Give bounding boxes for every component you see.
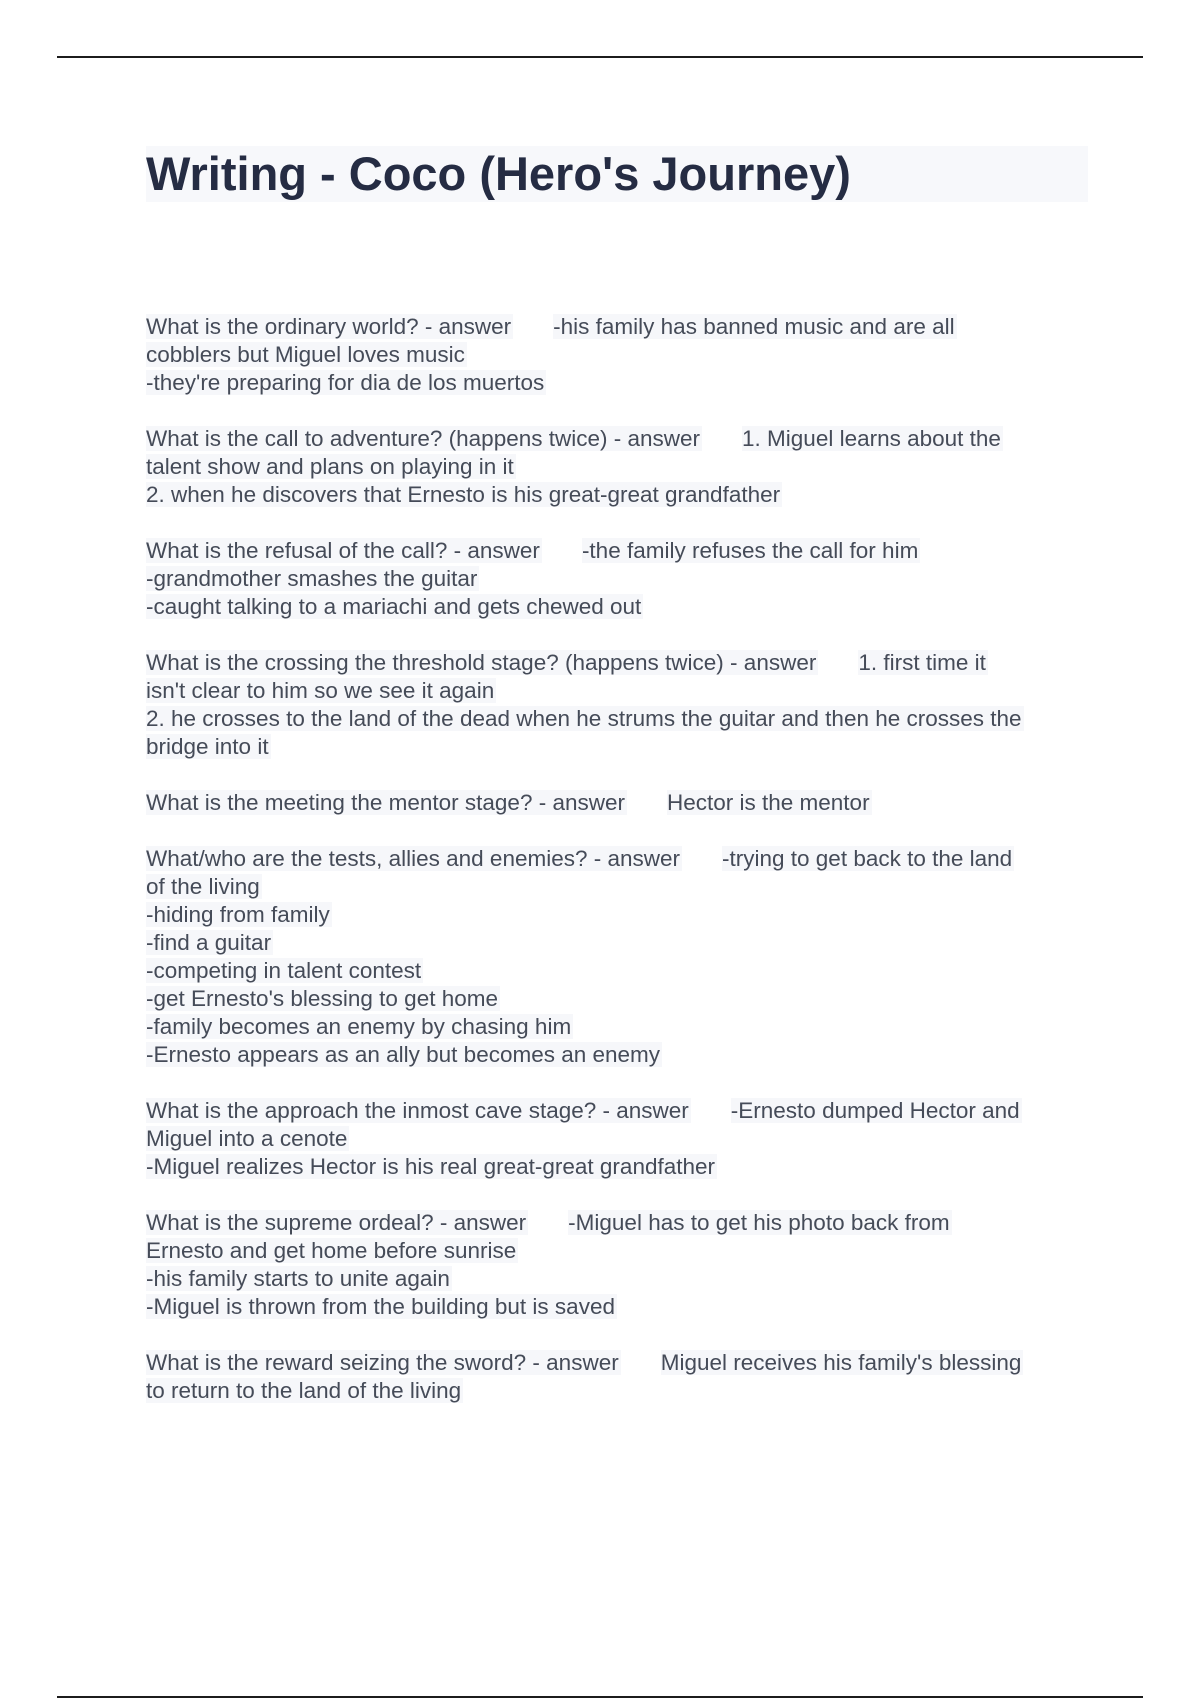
qa-first-line	[146, 1349, 1088, 1377]
answer-line-text: isn't clear to him so we see it again	[146, 678, 495, 703]
answer-line	[146, 705, 1088, 733]
question-text: What is the ordinary world? - answer	[146, 314, 512, 339]
answer-text: 1. first time it	[858, 650, 986, 675]
answer-line-text: -grandmother smashes the guitar	[146, 566, 478, 591]
answer-line-text: 2. he crosses to the land of the dead when he strums the guitar and then he crosses the	[146, 706, 1022, 731]
answer-line-text: Miguel into a cenote	[146, 1126, 348, 1151]
answer-line	[146, 1265, 1088, 1293]
answer-line-text: -caught talking to a mariachi and gets chewed out	[146, 594, 642, 619]
answer-text: Hector is the mentor	[666, 790, 870, 815]
answer-line	[146, 733, 1088, 761]
answer-line	[146, 481, 1088, 509]
answer-line-text: Ernesto and get home before sunrise	[146, 1238, 517, 1263]
qa-item	[146, 425, 1088, 509]
answer-line-text: -family becomes an enemy by chasing him	[146, 1014, 572, 1039]
qa-item	[146, 1209, 1088, 1321]
qa-first-line	[146, 425, 1088, 453]
answer-line	[146, 901, 1088, 929]
question-text: What is the call to adventure? (happens twice) - answer	[146, 426, 701, 451]
answer-line-text: -find a guitar	[146, 930, 272, 955]
page-title: Writing - Coco (Hero's Journey)	[146, 147, 851, 200]
answer-line-text: -Miguel is thrown from the building but is saved	[146, 1294, 615, 1319]
answer-line	[146, 453, 1088, 481]
qa-item	[146, 537, 1088, 621]
answer-line	[146, 1125, 1088, 1153]
answer-line-text: -Miguel realizes Hector is his real great-great grandfather	[146, 1154, 716, 1179]
answer-line	[146, 1237, 1088, 1265]
answer-text: -trying to get back to the land	[722, 846, 1013, 871]
question-text: What is the meeting the mentor stage? - answer	[146, 790, 625, 815]
answer-line	[146, 957, 1088, 985]
answer-line-text: cobblers but Miguel loves music	[146, 342, 465, 367]
top-rule	[57, 56, 1143, 58]
answer-line	[146, 1013, 1088, 1041]
bottom-rule	[57, 1696, 1143, 1698]
answer-line-text: -his family starts to unite again	[146, 1266, 450, 1291]
answer-line	[146, 341, 1088, 369]
answer-text: 1. Miguel learns about the	[742, 426, 1001, 451]
answer-line	[146, 1377, 1088, 1405]
question-text: What is the approach the inmost cave stage? - answer	[146, 1098, 689, 1123]
answer-line-text: 2. when he discovers that Ernesto is his great-great grandfather	[146, 482, 781, 507]
qa-item	[146, 1349, 1088, 1405]
qa-item	[146, 1097, 1088, 1181]
question-text: What is the reward seizing the sword? - answer	[146, 1350, 619, 1375]
qa-item	[146, 313, 1088, 397]
qa-first-line	[146, 789, 1088, 817]
answer-line	[146, 677, 1088, 705]
question-text: What is the supreme ordeal? - answer	[146, 1210, 527, 1235]
answer-line	[146, 565, 1088, 593]
qa-first-line	[146, 313, 1088, 341]
answer-line-text: -Ernesto appears as an ally but becomes an enemy	[146, 1042, 661, 1067]
answer-text: -Miguel has to get his photo back from	[568, 1210, 950, 1235]
question-text: What is the refusal of the call? - answer	[146, 538, 540, 563]
answer-line	[146, 1153, 1088, 1181]
answer-line	[146, 873, 1088, 901]
qa-list	[146, 313, 1088, 1433]
qa-first-line	[146, 537, 1088, 565]
answer-line-text: -competing in talent contest	[146, 958, 422, 983]
answer-text: -the family refuses the call for him	[581, 538, 919, 563]
qa-first-line	[146, 1209, 1088, 1237]
question-text: What/who are the tests, allies and enemies? - answer	[146, 846, 681, 871]
answer-line	[146, 929, 1088, 957]
answer-line	[146, 593, 1088, 621]
answer-line-text: -hiding from family	[146, 902, 330, 927]
qa-item	[146, 789, 1088, 817]
answer-text: -his family has banned music and are all	[553, 314, 955, 339]
qa-first-line	[146, 845, 1088, 873]
answer-text: -Ernesto dumped Hector and	[730, 1098, 1020, 1123]
answer-text: Miguel receives his family's blessing	[660, 1350, 1022, 1375]
answer-line	[146, 369, 1088, 397]
answer-line-text: bridge into it	[146, 734, 269, 759]
answer-line-text: talent show and plans on playing in it	[146, 454, 514, 479]
answer-line	[146, 1293, 1088, 1321]
question-text: What is the crossing the threshold stage? (happens twice) - answer	[146, 650, 817, 675]
answer-line-text: of the living	[146, 874, 260, 899]
answer-line-text: to return to the land of the living	[146, 1378, 462, 1403]
qa-item	[146, 649, 1088, 761]
qa-item	[146, 845, 1088, 1069]
answer-line	[146, 985, 1088, 1013]
answer-line-text: -they're preparing for dia de los muertos	[146, 370, 545, 395]
answer-line	[146, 1041, 1088, 1069]
qa-first-line	[146, 1097, 1088, 1125]
answer-line-text: -get Ernesto's blessing to get home	[146, 986, 498, 1011]
qa-first-line	[146, 649, 1088, 677]
